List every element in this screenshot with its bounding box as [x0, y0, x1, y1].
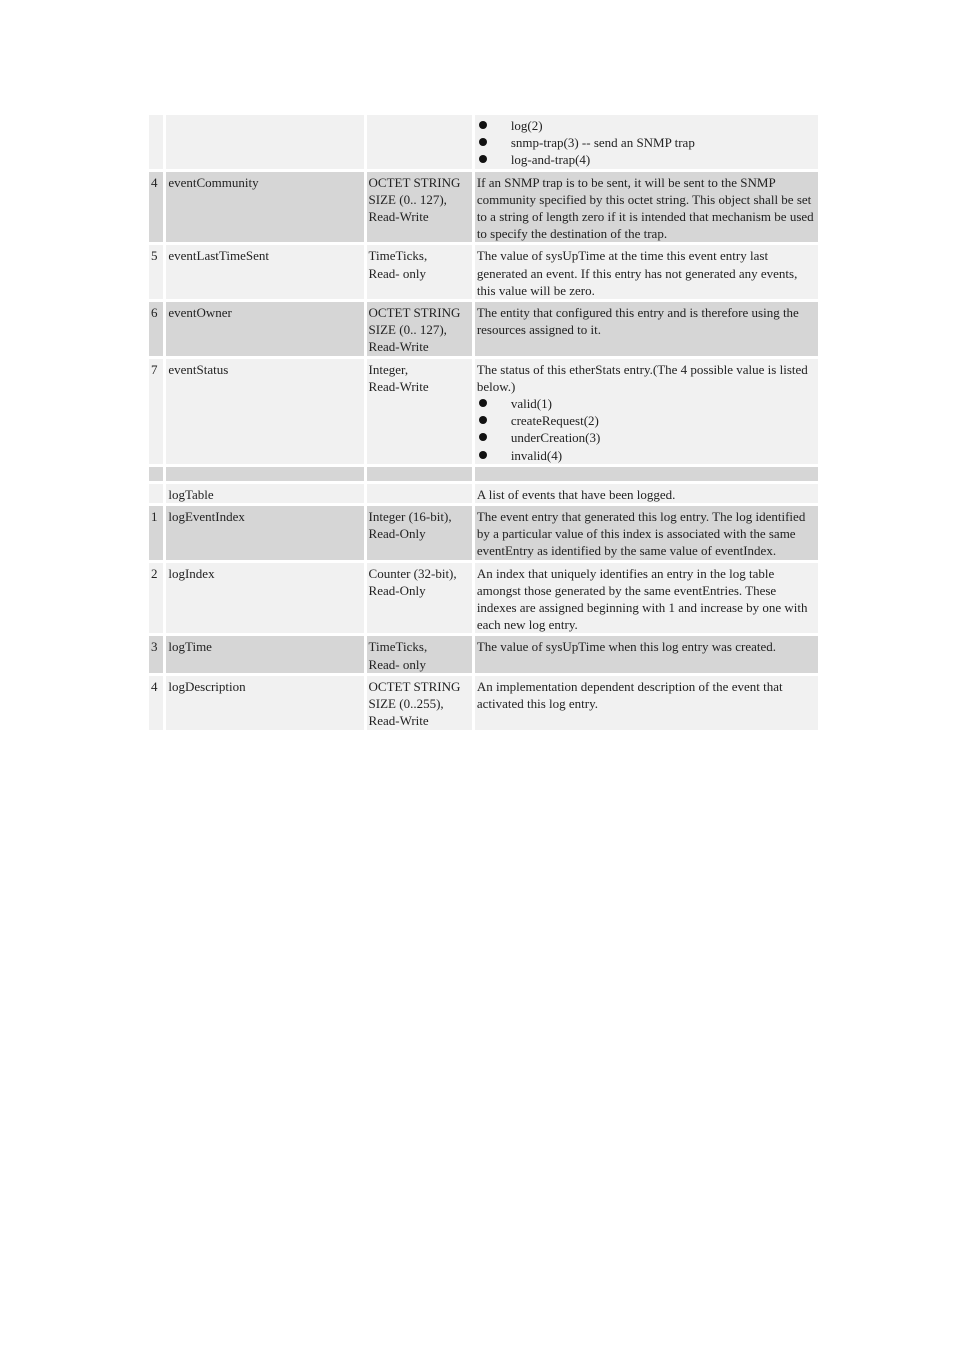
object-type-access	[367, 302, 475, 359]
bullet-list	[477, 395, 817, 464]
bullet-item: snmp-trap(3) -- send an SNMP trap	[477, 134, 817, 151]
table-row	[149, 245, 818, 302]
bullet-item: log(2)	[477, 117, 817, 134]
row-number: 4	[149, 676, 166, 733]
object-description	[475, 484, 818, 506]
description-text: The entity that configured this entry and is therefore using the resources assigned to it.	[476, 305, 799, 338]
object-name: logIndex	[166, 563, 366, 637]
type-line: SIZE (0.. 127),	[368, 191, 447, 207]
table-row	[149, 359, 818, 467]
bullet-item: log-and-trap(4)	[477, 151, 817, 168]
type-line: Read-Write	[368, 339, 429, 355]
row-number: 2	[149, 563, 166, 637]
table-row	[149, 115, 818, 172]
description-text: If an SNMP trap is to be sent, it will be sent to the SNMP community specified by this octet string. This object shall be set to a string of length zero if it is intended that mechanism be used to specify the destination of the trap.	[476, 174, 814, 242]
type-line: OCTET STRING	[368, 678, 461, 694]
object-type-access	[367, 115, 475, 172]
object-type-access	[367, 676, 475, 733]
object-name: logEventIndex	[166, 506, 366, 563]
object-name: logTable	[166, 484, 366, 506]
object-description	[475, 115, 818, 172]
type-line: Read-Write	[368, 209, 429, 225]
type-line: Read-Write	[368, 713, 429, 729]
type-line: Read-Write	[368, 378, 429, 394]
object-name	[166, 467, 366, 484]
bullet-list	[477, 117, 817, 169]
table-row	[149, 506, 818, 563]
bullet-item: underCreation(3)	[477, 429, 817, 446]
object-description	[475, 636, 818, 675]
object-description	[475, 467, 818, 484]
table-row	[149, 563, 818, 637]
object-name: logTime	[166, 636, 366, 675]
object-type-access	[367, 484, 475, 506]
row-number: 7	[149, 359, 166, 467]
object-type-access	[367, 172, 475, 246]
description-text: The value of sysUpTime when this log entry was created.	[476, 639, 776, 655]
row-number: 4	[149, 172, 166, 246]
mib-object-table	[149, 115, 818, 733]
bullet-item: createRequest(2)	[477, 412, 817, 429]
object-description	[475, 506, 818, 563]
mib-table-body	[149, 115, 818, 733]
type-line: Read-Only	[368, 526, 426, 542]
object-name	[166, 115, 366, 172]
object-type-access	[367, 245, 475, 302]
type-line: Integer,	[368, 361, 409, 377]
object-type-access	[367, 506, 475, 563]
type-line: Integer (16-bit),	[368, 509, 452, 525]
object-name: logDescription	[166, 676, 366, 733]
description-text: An implementation dependent description of the event that activated this log entry.	[476, 678, 783, 712]
table-row	[149, 467, 818, 484]
description-text: A list of events that have been logged.	[476, 486, 676, 502]
object-description	[475, 359, 818, 467]
type-line: Read- only	[368, 265, 426, 281]
row-number: 3	[149, 636, 166, 675]
type-line: SIZE (0.. 127),	[368, 322, 447, 338]
object-type-access	[367, 636, 475, 675]
description-text: An index that uniquely identifies an entry in the log table amongst those generated by the same eventEntries. These indexes are assigned beginning with 1 and increase by one with each new log entry.	[476, 565, 808, 633]
object-description	[475, 302, 818, 359]
bullet-item: invalid(4)	[477, 447, 817, 464]
type-line: Read- only	[368, 656, 426, 672]
type-line: SIZE (0..255),	[368, 696, 444, 712]
object-description	[475, 172, 818, 246]
table-row	[149, 172, 818, 246]
object-name: eventCommunity	[166, 172, 366, 246]
table-row	[149, 302, 818, 359]
row-number: 6	[149, 302, 166, 359]
description-text: The value of sysUpTime at the time this event entry last generated an event. If this entry has not generated any events, this value will be zero.	[476, 248, 798, 298]
object-description	[475, 676, 818, 733]
type-line: Read-Only	[368, 582, 426, 598]
object-type-access	[367, 563, 475, 637]
description-text: The status of this etherStats entry.(The 4 possible value is listed below.)	[476, 361, 808, 394]
table-row	[149, 636, 818, 675]
row-number	[149, 484, 166, 506]
table-row	[149, 484, 818, 506]
object-name: eventOwner	[166, 302, 366, 359]
row-number	[149, 467, 166, 484]
type-line: TimeTicks,	[368, 639, 428, 655]
object-name: eventStatus	[166, 359, 366, 467]
object-type-access	[367, 467, 475, 484]
row-number: 5	[149, 245, 166, 302]
row-number	[149, 115, 166, 172]
table-row	[149, 676, 818, 733]
type-line: TimeTicks,	[368, 248, 428, 264]
type-line: OCTET STRING	[368, 174, 461, 190]
bullet-item: valid(1)	[477, 395, 817, 412]
object-description	[475, 563, 818, 637]
object-name: eventLastTimeSent	[166, 245, 366, 302]
object-type-access	[367, 359, 475, 467]
description-text: The event entry that generated this log entry. The log identified by a particular value of this index is associated with the same eventEntry as identified by the same value of eventIndex.	[476, 509, 806, 559]
type-line: OCTET STRING	[368, 305, 461, 321]
row-number: 1	[149, 506, 166, 563]
type-line: Counter (32-bit),	[368, 565, 457, 581]
object-description	[475, 245, 818, 302]
